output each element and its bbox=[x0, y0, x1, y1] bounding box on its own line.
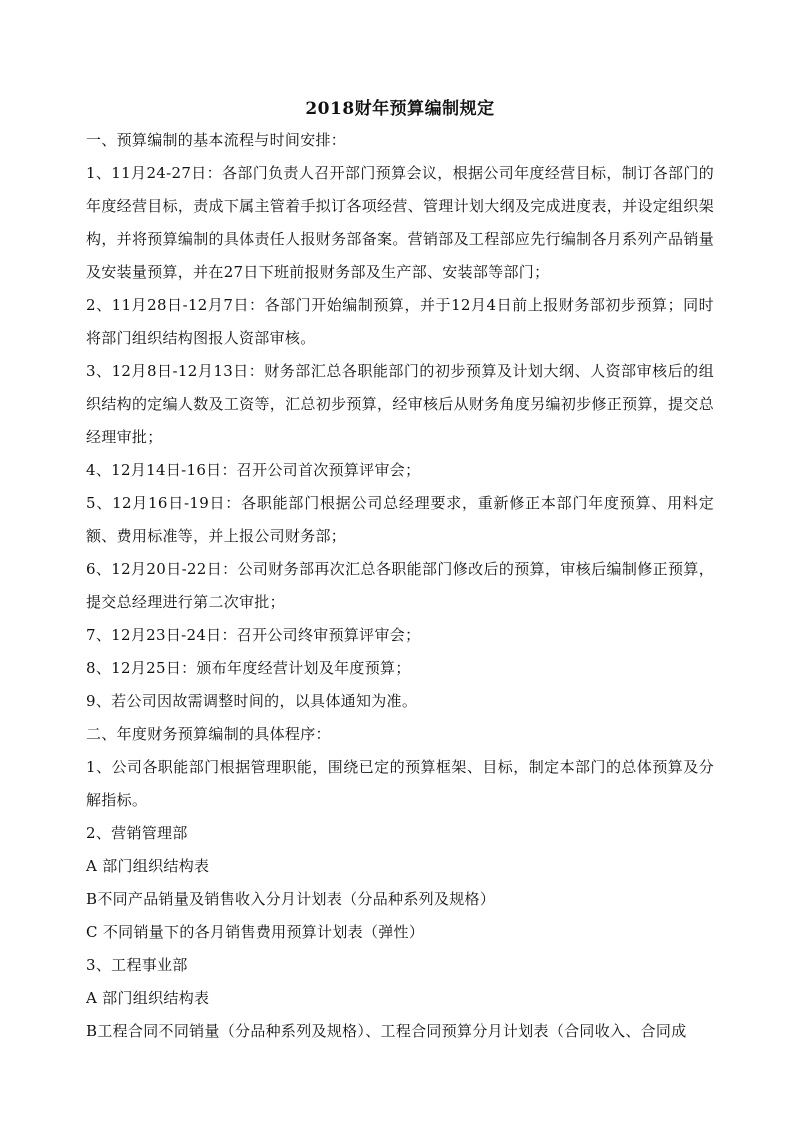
document-page bbox=[86, 96, 714, 1048]
paragraph-item-1-8: 8、12月25日：颁布年度经营计划及年度预算； bbox=[86, 659, 411, 677]
paragraph-item-2-3: 3、工程事业部 bbox=[86, 956, 188, 974]
paragraph-item-2-2: 2、营销管理部 bbox=[86, 824, 188, 842]
paragraph-item-1-7: 7、12月23日-24日：召开公司终审预算评审会； bbox=[86, 626, 421, 644]
paragraph-item-1-1: 1、11月24-27日：各部门负责人召开部门预算会议，根据公司年度经营目标，制订各部门的年度经营目标，责成下属主管着手拟订各项经营、管理计划大纲及完成进度表，并设定组织架构，并将预算编制的具体责任人报财务部备案。营销部及工程部应先行编制各月系列产品销量及安装量预算，并在27日下班前报财务部及生产部、安装部等部门； bbox=[86, 164, 714, 281]
paragraph-subitem-2-2-b: B不同产品销量及销售收入分月计划表（分品种系列及规格） bbox=[86, 890, 496, 908]
paragraph-subitem-2-3-b: B工程合同不同销量（分品种系列及规格）、工程合同预算分月计划表（合同收入、合同成 bbox=[86, 1022, 687, 1040]
paragraph-item-1-5: 5、12月16日-19日：各职能部门根据公司总经理要求，重新修正本部门年度预算、用料定额、费用标准等，并上报公司财务部； bbox=[86, 494, 714, 545]
section-heading-1: 一、预算编制的基本流程与时间安排： bbox=[86, 131, 347, 149]
paragraph-subitem-2-2-c: C 不同销量下的各月销售费用预算计划表（弹性） bbox=[86, 923, 425, 941]
paragraph-item-2-1: 1、公司各职能部门根据管理职能，围绕已定的预算框架、目标，制定本部门的总体预算及分解指标。 bbox=[86, 758, 714, 809]
section-heading-2: 二、年度财务预算编制的具体程序： bbox=[86, 725, 331, 743]
paragraph-item-1-6: 6、12月20日-22日：公司财务部再次汇总各职能部门修改后的预算，审核后编制修正预算，提交总经理进行第二次审批； bbox=[86, 560, 714, 611]
paragraph-item-1-2: 2、11月28日-12月7日：各部门开始编制预算，并于12月4日前上报财务部初步预算；同时将部门组织结构图报人资部审核。 bbox=[86, 296, 714, 347]
paragraph-subitem-2-2-a: A 部门组织结构表 bbox=[86, 857, 210, 875]
paragraph-item-1-3: 3、12月8日-12月13日：财务部汇总各职能部门的初步预算及计划大纲、人资部审核后的组织结构的定编人数及工资等，汇总初步预算，经审核后从财务角度另编初步修正预算，提交总经理审批； bbox=[86, 362, 714, 446]
paragraph-item-1-9: 9、若公司因故需调整时间的，以具体通知为准。 bbox=[86, 692, 418, 710]
paragraph-subitem-2-3-a: A 部门组织结构表 bbox=[86, 989, 210, 1007]
document-title: 2018财年预算编制规定 bbox=[305, 99, 495, 119]
paragraph-item-1-4: 4、12月14日-16日：召开公司首次预算评审会； bbox=[86, 461, 421, 479]
